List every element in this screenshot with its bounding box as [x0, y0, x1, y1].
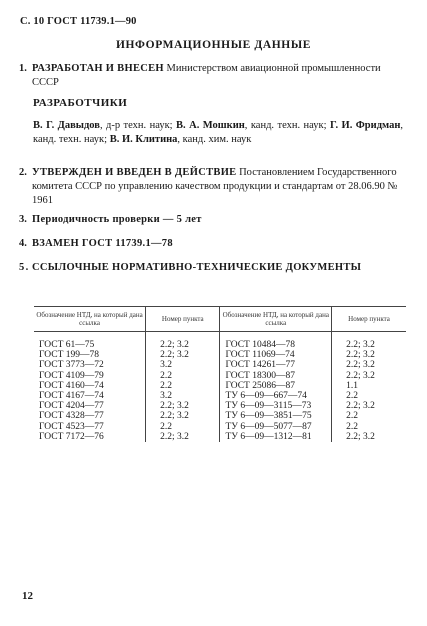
reference-item: 2.2; 3.2 — [332, 432, 406, 442]
item-text: Постановлением Государственного комитета СССР по управлению качеством продукции и стандартам от 28.06.90 № 1961 — [32, 167, 398, 206]
reference-document: ТУ 6—09—667—74 — [220, 391, 332, 401]
item-number: 5. — [19, 262, 30, 273]
reference-item: 2.2 — [332, 411, 406, 421]
item-replaces — [19, 237, 402, 251]
developers-heading: РАЗРАБОТЧИКИ — [33, 97, 128, 109]
reference-document: ГОСТ 14261—77 — [220, 360, 332, 370]
item-number: 2. — [19, 167, 27, 178]
table-header-row — [34, 307, 406, 332]
developer-name: В. Г. Давыдов — [33, 120, 100, 131]
developers-list — [33, 119, 403, 147]
developer-name: Г. И. Фридман — [330, 120, 401, 131]
reference-item: 2.2; 3.2 — [146, 432, 220, 442]
developer-role: , канд. хим. наук — [177, 134, 252, 145]
item-text: Министерством авиационной промышленности СССР — [32, 63, 381, 88]
column-header-item: Номер пункта — [332, 307, 406, 332]
page-number: 12 — [22, 590, 33, 602]
reference-document: ГОСТ 61—75 — [39, 340, 95, 350]
item-number: 4. — [19, 238, 27, 249]
reference-document: ТУ 6—09—5077—87 — [220, 422, 332, 432]
reference-item: 3.2 — [146, 391, 220, 401]
table-row — [34, 422, 406, 432]
developer-role: , канд. техн. наук; — [244, 120, 330, 131]
column-header-document: Обозначение НТД, на который дана ссылка — [34, 307, 146, 332]
table-row — [34, 381, 406, 391]
reference-document: ГОСТ 4109—79 — [39, 370, 104, 381]
reference-item: 2.2; 3.2 — [332, 371, 406, 381]
reference-document: ГОСТ 199—78 — [39, 350, 99, 361]
developer-name: В. И. Клитина — [109, 134, 178, 145]
table-body — [34, 332, 406, 443]
reference-item: 1.1 — [332, 381, 406, 391]
reference-item: 2.2; 3.2 — [146, 411, 220, 421]
column-header-document: Обозначение НТД, на который дана ссылка — [220, 307, 332, 332]
reference-document: ТУ 6—09—3851—75 — [220, 411, 332, 421]
item-developed-by — [19, 62, 402, 90]
item-lead: ССЫЛОЧНЫЕ НОРМАТИВНО-ТЕХНИЧЕСКИЕ ДОКУМЕНТЫ — [32, 262, 362, 273]
reference-document: ГОСТ 18300—87 — [220, 371, 332, 381]
reference-item: 2.2; 3.2 — [332, 401, 406, 411]
reference-document: ГОСТ 3773—72 — [39, 360, 104, 371]
reference-item: 2.2; 3.2 — [146, 332, 220, 351]
reference-item: 2.2 — [332, 422, 406, 432]
reference-document: ГОСТ 10484—78 — [220, 332, 332, 351]
reference-document: ТУ 6—09—3115—73 — [220, 401, 332, 411]
developer-name: В. А. Мошкин — [176, 120, 245, 131]
reference-document: ТУ 6—09—1312—81 — [220, 432, 332, 442]
item-lead: РАЗРАБОТАН И ВНЕСЕН — [32, 63, 164, 74]
item-references — [19, 261, 402, 275]
column-header-item: Номер пункта — [146, 307, 220, 332]
item-number: 3. — [19, 214, 27, 225]
reference-document: ГОСТ 4167—74 — [39, 391, 104, 402]
developer-role: , канд. техн. наук; — [33, 120, 404, 145]
table-row — [34, 432, 406, 442]
reference-document: ГОСТ 11069—74 — [220, 350, 332, 360]
reference-item: 2.2 — [332, 391, 406, 401]
item-periodicity — [19, 213, 402, 227]
reference-item: 2.2 — [146, 371, 220, 381]
reference-document: ГОСТ 4160—74 — [39, 380, 104, 391]
reference-item: 2.2 — [146, 381, 220, 391]
table-row — [34, 411, 406, 421]
item-number: 1. — [19, 63, 27, 74]
reference-item: 2.2; 3.2 — [146, 350, 220, 360]
reference-item: 2.2; 3.2 — [332, 350, 406, 360]
item-lead: ВЗАМЕН ГОСТ 11739.1—78 — [32, 238, 173, 249]
page-header: С. 10 ГОСТ 11739.1—90 — [20, 16, 137, 27]
item-approved — [19, 166, 402, 208]
reference-item: 2.2; 3.2 — [332, 360, 406, 370]
table-row — [34, 371, 406, 381]
reference-item: 3.2 — [146, 360, 220, 370]
table-row — [34, 401, 406, 411]
reference-item: 2.2; 3.2 — [146, 401, 220, 411]
reference-document: ГОСТ 25086—87 — [220, 381, 332, 391]
item-lead: УТВЕРЖДЕН И ВВЕДЕН В ДЕЙСТВИЕ — [32, 167, 237, 178]
item-lead: Периодичность проверки — 5 лет — [32, 214, 202, 225]
reference-document: ГОСТ 4204—77 — [39, 401, 104, 412]
reference-document: ГОСТ 4523—77 — [39, 421, 104, 432]
table-row — [34, 360, 406, 370]
reference-item: 2.2 — [146, 422, 220, 432]
references-table — [34, 306, 406, 442]
section-title: ИНФОРМАЦИОННЫЕ ДАННЫЕ — [115, 39, 312, 51]
table-row — [34, 332, 406, 351]
table-row — [34, 350, 406, 360]
developer-role: , д-р техн. наук; — [99, 120, 177, 131]
table-row — [34, 391, 406, 401]
reference-item: 2.2; 3.2 — [332, 332, 406, 351]
reference-document: ГОСТ 7172—76 — [39, 431, 104, 442]
reference-document: ГОСТ 4328—77 — [39, 411, 104, 422]
